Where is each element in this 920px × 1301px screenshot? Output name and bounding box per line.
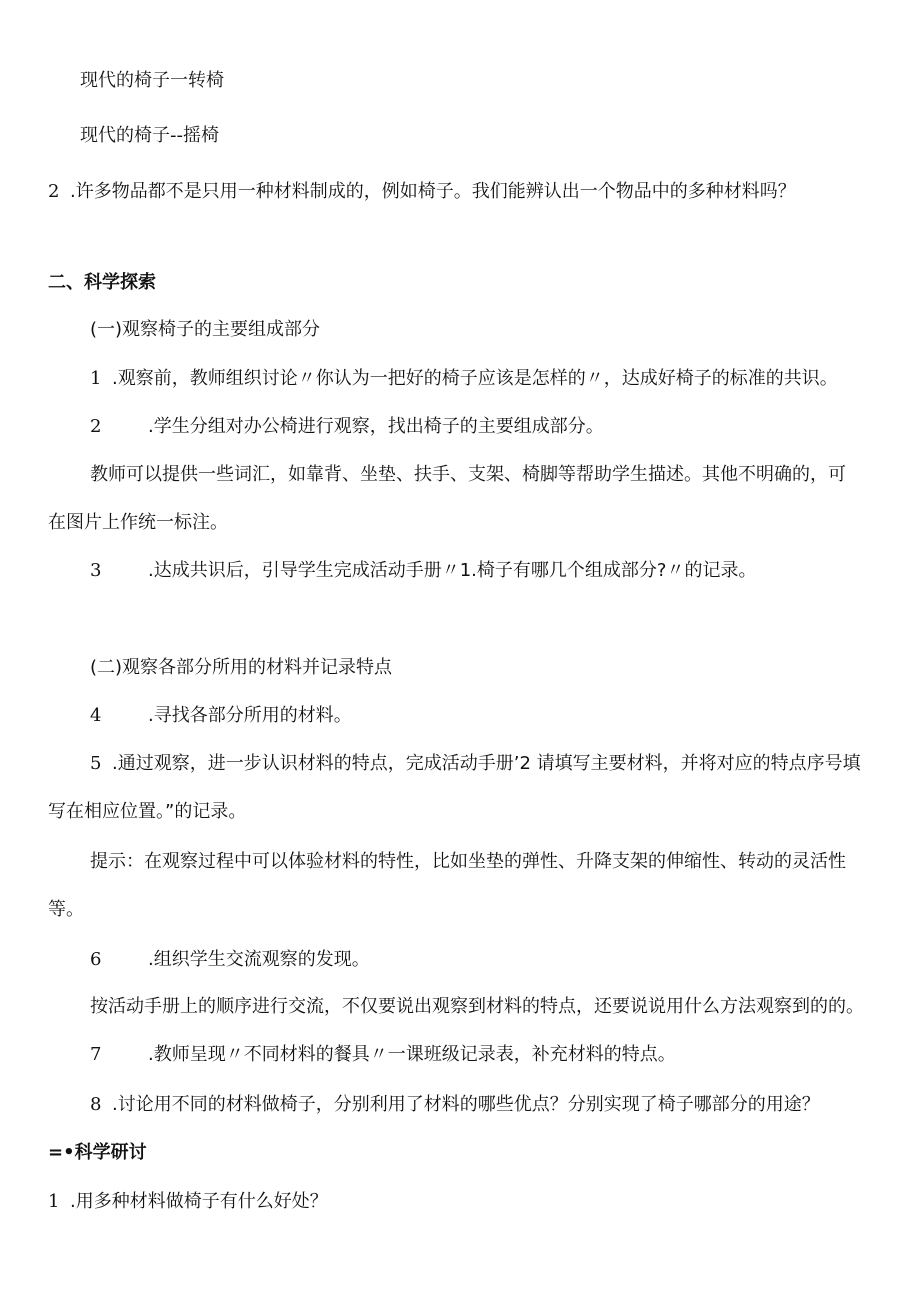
- step-5: [90, 752, 861, 776]
- step-1-text: .观察前，教师组织讨论〃你认为一把好的椅子应该是怎样的〃，达成好椅子的标准的共识。: [112, 368, 838, 389]
- question-2-text: .许多物品都不是只用一种材料制成的，例如椅子。我们能辨认出一个物品中的多种材料吗？: [70, 181, 796, 202]
- step-7-number: 7: [90, 1044, 102, 1065]
- question-2-number: 2: [48, 181, 60, 202]
- step-6-number: 6: [90, 949, 102, 970]
- section-3-heading: =•科学研讨: [48, 1142, 147, 1163]
- intro-line-rocking-chair: 现代的椅子--摇椅: [80, 125, 219, 146]
- step-5-number: 5: [90, 753, 102, 774]
- step-1-number: 1: [90, 368, 102, 389]
- section-2-heading: 二、科学探索: [48, 272, 156, 293]
- teacher-note-line-1: 教师可以提供一些词汇，如靠背、坐垫、扶手、支架、椅脚等帮助学生描述。其他不明确的，可: [90, 464, 846, 485]
- part-2-title: (二)观察各部分所用的材料并记录特点: [90, 657, 393, 678]
- tip-line-1: 提示：在观察过程中可以体验材料的特性，比如坐垫的弹性、升降支架的伸缩性、转动的灵活性: [90, 851, 846, 872]
- discussion-1-number: 1: [48, 1191, 60, 1212]
- step-3-number: 3: [90, 560, 102, 581]
- step-4: [90, 704, 352, 728]
- intro-line-swivel-chair: 现代的椅子一转椅: [80, 70, 224, 91]
- step-8-text: .讨论用不同的材料做椅子，分别利用了材料的哪些优点？分别实现了椅子哪部分的用途？: [112, 1094, 820, 1115]
- step-3-text: .达成共识后，引导学生完成活动手册〃1.椅子有哪几个组成部分?〃的记录。: [148, 560, 757, 581]
- step-2-number: 2: [90, 416, 102, 437]
- step-3: [90, 559, 756, 583]
- discussion-1-text: .用多种材料做椅子有什么好处？: [70, 1191, 328, 1212]
- step-8-number: 8: [90, 1094, 102, 1115]
- discussion-1: [48, 1190, 328, 1214]
- step-2-text: .学生分组对办公椅进行观察，找出椅子的主要组成部分。: [148, 416, 604, 437]
- step-5-line-2: 写在相应位置。”的记录。: [48, 801, 247, 822]
- step-2: [90, 415, 604, 439]
- step-4-number: 4: [90, 705, 102, 726]
- exchange-note: 按活动手册上的顺序进行交流，不仅要说出观察到材料的特点，还要说说用什么方法观察到的的。: [90, 996, 864, 1017]
- step-6-text: .组织学生交流观察的发现。: [148, 949, 370, 970]
- step-1: [90, 367, 838, 391]
- teacher-note-line-2: 在图片上作统一标注。: [48, 512, 228, 533]
- step-7-text: .教师呈现〃不同材料的餐具〃一课班级记录表，补充材料的特点。: [148, 1044, 676, 1065]
- step-5-text-line-1: .通过观察，进一步认识材料的特点，完成活动手册’2 请填写主要材料，并将对应的特点序号填: [112, 753, 861, 774]
- step-6: [90, 948, 370, 972]
- part-1-title: (一)观察椅子的主要组成部分: [90, 319, 321, 340]
- question-2: [48, 180, 796, 204]
- tip-line-2: 等。: [48, 899, 84, 920]
- step-8: [90, 1093, 820, 1117]
- step-4-text: .寻找各部分所用的材料。: [148, 705, 352, 726]
- step-7: [90, 1043, 676, 1067]
